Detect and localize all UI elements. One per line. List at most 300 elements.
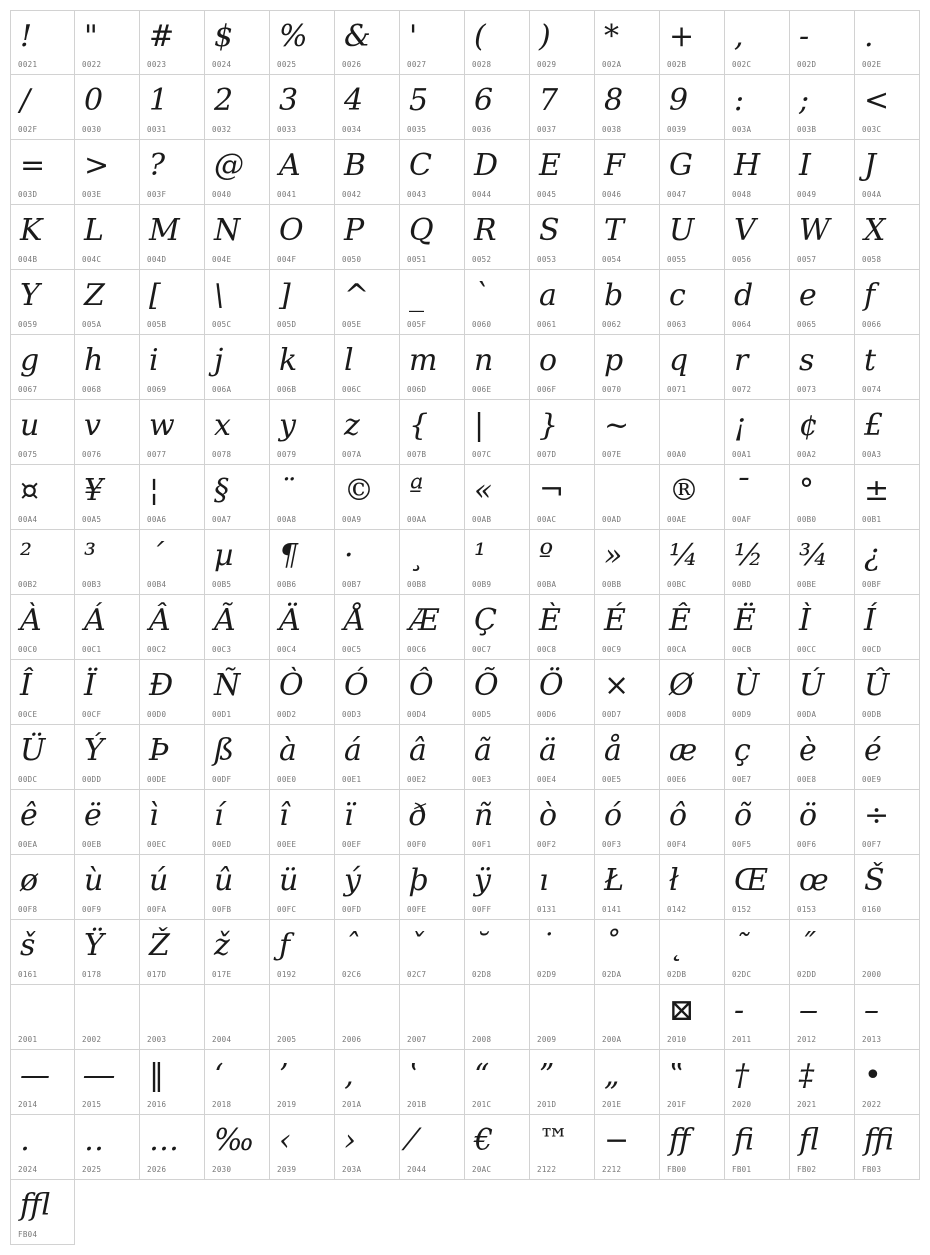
- glyph-code: 00E2: [407, 775, 427, 784]
- glyph-char: õ: [734, 798, 753, 833]
- glyph-code: 00A3: [862, 450, 882, 459]
- glyph-code: 00F1: [472, 840, 492, 849]
- glyph-char: Ô: [409, 668, 434, 703]
- glyph-cell: [270, 205, 335, 270]
- glyph-char: A: [279, 148, 301, 183]
- glyph-char: C: [409, 148, 432, 183]
- glyph-cell: [140, 595, 205, 660]
- glyph-code: 201C: [472, 1100, 492, 1109]
- glyph-char: ›: [344, 1123, 356, 1158]
- glyph-code: 0056: [732, 255, 752, 264]
- glyph-char: ˘: [474, 928, 489, 963]
- glyph-char: Ä: [279, 603, 301, 638]
- glyph-cell: [465, 270, 530, 335]
- glyph-code: 00EE: [277, 840, 297, 849]
- glyph-char: Z: [84, 278, 105, 313]
- glyph-cell: [140, 985, 205, 1050]
- glyph-cell: [725, 10, 790, 75]
- glyph-char: Ž: [149, 928, 170, 963]
- glyph-cell: [725, 985, 790, 1050]
- glyph-char: ¦: [149, 473, 160, 508]
- glyph-code: 017E: [212, 970, 232, 979]
- glyph-code: 007B: [407, 450, 427, 459]
- glyph-cell: [270, 595, 335, 660]
- glyph-char: î: [279, 798, 289, 833]
- glyph-code: 00C9: [602, 645, 622, 654]
- glyph-char: ³: [84, 538, 97, 573]
- glyph-char: ò: [539, 798, 558, 833]
- glyph-char: p: [604, 343, 624, 378]
- glyph-char: —: [20, 1058, 50, 1093]
- glyph-char: |: [474, 408, 485, 443]
- glyph-cell: [595, 790, 660, 855]
- glyph-code: 00DC: [18, 775, 38, 784]
- glyph-cell: [10, 205, 75, 270]
- glyph-cell: [530, 335, 595, 400]
- glyph-char: ½: [734, 538, 764, 573]
- glyph-code: 201A: [342, 1100, 362, 1109]
- glyph-char: k: [279, 343, 298, 378]
- glyph-code: 00E9: [862, 775, 882, 784]
- glyph-cell: [10, 270, 75, 335]
- glyph-cell: [530, 920, 595, 985]
- glyph-code: 00AB: [472, 515, 492, 524]
- glyph-char: ⁄: [409, 1123, 415, 1158]
- glyph-code: 00DB: [862, 710, 882, 719]
- glyph-code: 00F6: [797, 840, 817, 849]
- glyph-cell: [205, 595, 270, 660]
- glyph-code: 00C4: [277, 645, 297, 654]
- glyph-code: 2022: [862, 1100, 882, 1109]
- glyph-char: P: [344, 213, 365, 248]
- glyph-cell: [530, 1115, 595, 1180]
- glyph-code: 00BD: [732, 580, 752, 589]
- glyph-cell: [725, 855, 790, 920]
- glyph-code: 201F: [667, 1100, 687, 1109]
- glyph-code: 2024: [18, 1165, 38, 1174]
- glyph-char: ÿ: [474, 863, 491, 898]
- glyph-code: 02D8: [472, 970, 492, 979]
- glyph-cell: [270, 530, 335, 595]
- glyph-char: ©: [344, 473, 374, 508]
- glyph-cell: [10, 465, 75, 530]
- glyph-code: 2010: [667, 1035, 687, 1044]
- glyph-char: Y: [20, 278, 40, 313]
- glyph-code: 00BA: [537, 580, 557, 589]
- glyph-code: 2025: [82, 1165, 102, 1174]
- glyph-code: 0043: [407, 190, 427, 199]
- glyph-char: ¾: [799, 538, 829, 573]
- glyph-code: 0028: [472, 60, 492, 69]
- glyph-cell: [855, 270, 920, 335]
- glyph-char: ª: [409, 473, 424, 508]
- glyph-cell: [75, 725, 140, 790]
- glyph-cell: [400, 270, 465, 335]
- glyph-char: ×: [604, 668, 630, 703]
- glyph-cell: [465, 530, 530, 595]
- glyph-cell: [400, 140, 465, 205]
- glyph-char: y: [279, 408, 296, 443]
- glyph-char: å: [604, 733, 622, 768]
- glyph-code: 00E6: [667, 775, 687, 784]
- glyph-code: 0031: [147, 125, 167, 134]
- glyph-code: 00C3: [212, 645, 232, 654]
- glyph-cell: [595, 335, 660, 400]
- glyph-cell: [790, 335, 855, 400]
- glyph-char: ”: [539, 1058, 555, 1093]
- glyph-cell: [790, 10, 855, 75]
- glyph-cell: [400, 10, 465, 75]
- glyph-code: 0032: [212, 125, 232, 134]
- glyph-code: 0054: [602, 255, 622, 264]
- glyph-cell: [725, 400, 790, 465]
- glyph-code: 00F5: [732, 840, 752, 849]
- glyph-char: Ł: [604, 863, 625, 898]
- glyph-char: Ö: [539, 668, 564, 703]
- glyph-char: ·: [344, 538, 354, 573]
- glyph-cell: [10, 10, 75, 75]
- glyph-code: 0060: [472, 320, 492, 329]
- glyph-char: Û: [864, 668, 890, 703]
- glyph-cell: [790, 530, 855, 595]
- glyph-code: 00F0: [407, 840, 427, 849]
- glyph-char: ﬄ: [20, 1188, 50, 1223]
- glyph-char: J: [864, 148, 877, 183]
- glyph-char: ‚: [344, 1058, 354, 1093]
- glyph-cell: [75, 530, 140, 595]
- glyph-char: Q: [409, 213, 434, 248]
- glyph-char: š: [20, 928, 36, 963]
- glyph-cell: [205, 1115, 270, 1180]
- glyph-char: 3: [279, 83, 299, 118]
- glyph-code: 2005: [277, 1035, 297, 1044]
- glyph-cell: [75, 75, 140, 140]
- glyph-code: 004C: [82, 255, 102, 264]
- glyph-code: 0059: [18, 320, 38, 329]
- glyph-code: 0077: [147, 450, 167, 459]
- glyph-code: 006F: [537, 385, 557, 394]
- glyph-code: 00E3: [472, 775, 492, 784]
- glyph-cell: [595, 725, 660, 790]
- glyph-cell: [335, 790, 400, 855]
- glyph-cell: [10, 660, 75, 725]
- glyph-cell: [465, 985, 530, 1050]
- glyph-code: 201B: [407, 1100, 427, 1109]
- glyph-cell: [660, 1115, 725, 1180]
- glyph-cell: [725, 790, 790, 855]
- glyph-char: ‛: [409, 1058, 419, 1093]
- glyph-cell: [75, 660, 140, 725]
- glyph-char: F: [604, 148, 625, 183]
- glyph-char: æ: [669, 733, 698, 768]
- glyph-code: 007E: [602, 450, 622, 459]
- glyph-cell: [855, 725, 920, 790]
- glyph-cell: [270, 465, 335, 530]
- glyph-code: FB03: [862, 1165, 882, 1174]
- glyph-cell: [335, 920, 400, 985]
- glyph-cell: [140, 530, 205, 595]
- glyph-char: .: [864, 19, 874, 54]
- glyph-cell: [855, 595, 920, 660]
- glyph-char: –: [864, 993, 879, 1028]
- glyph-cell: [270, 1050, 335, 1115]
- glyph-code: 00A6: [147, 515, 167, 524]
- glyph-code: FB00: [667, 1165, 687, 1174]
- glyph-code: 00B9: [472, 580, 492, 589]
- glyph-cell: [725, 75, 790, 140]
- glyph-char: ‥: [84, 1123, 105, 1158]
- glyph-char: ¤: [20, 473, 40, 508]
- glyph-code: 00B7: [342, 580, 362, 589]
- glyph-code: 006D: [407, 385, 427, 394]
- glyph-cell: [140, 1115, 205, 1180]
- glyph-cell: [660, 465, 725, 530]
- glyph-cell: [10, 530, 75, 595]
- glyph-cell: [205, 10, 270, 75]
- glyph-cell: [335, 725, 400, 790]
- glyph-cell: [530, 660, 595, 725]
- glyph-cell: [790, 270, 855, 335]
- glyph-code: 005E: [342, 320, 362, 329]
- glyph-char: [: [149, 278, 161, 313]
- glyph-code: 02C7: [407, 970, 427, 979]
- glyph-code: 00EF: [342, 840, 362, 849]
- glyph-cell: [660, 855, 725, 920]
- glyph-char: d: [734, 278, 754, 313]
- glyph-code: 0069: [147, 385, 167, 394]
- glyph-cell: [530, 10, 595, 75]
- glyph-cell: [595, 530, 660, 595]
- glyph-char: Ç: [474, 603, 497, 638]
- glyph-code: 0025: [277, 60, 297, 69]
- glyph-char: ﬁ: [734, 1123, 755, 1158]
- glyph-cell: [660, 595, 725, 660]
- glyph-char: ¿: [864, 538, 881, 573]
- glyph-cell: [205, 465, 270, 530]
- glyph-code: 00DD: [82, 775, 102, 784]
- glyph-char: ‡: [799, 1058, 814, 1093]
- glyph-cell: [10, 920, 75, 985]
- glyph-char: >: [84, 148, 110, 183]
- glyph-code: 0035: [407, 125, 427, 134]
- glyph-char: ˚: [604, 928, 619, 963]
- glyph-char: ø: [20, 863, 39, 898]
- glyph-code: 00B8: [407, 580, 427, 589]
- glyph-cell: [270, 10, 335, 75]
- glyph-cell: [335, 985, 400, 1050]
- glyph-char: i: [149, 343, 159, 378]
- glyph-char: 4: [344, 83, 364, 118]
- glyph-cell: [855, 400, 920, 465]
- glyph-code: 00AA: [407, 515, 427, 524]
- glyph-char: ƒ: [279, 928, 291, 963]
- glyph-code: 002F: [18, 125, 38, 134]
- glyph-code: 00C6: [407, 645, 427, 654]
- glyph-char: ˙: [539, 928, 554, 963]
- glyph-char: K: [20, 213, 43, 248]
- glyph-char: ł: [669, 863, 679, 898]
- glyph-char: ﬀ: [669, 1123, 691, 1158]
- glyph-char: ™: [539, 1123, 569, 1158]
- glyph-cell: [660, 660, 725, 725]
- glyph-cell: [205, 1050, 270, 1115]
- glyph-cell: [660, 725, 725, 790]
- glyph-cell: [75, 595, 140, 660]
- glyph-cell: [75, 205, 140, 270]
- glyph-code: 00EB: [82, 840, 102, 849]
- glyph-char: †: [734, 1058, 749, 1093]
- glyph-cell: [595, 595, 660, 660]
- glyph-cell: [725, 465, 790, 530]
- glyph-cell: [400, 660, 465, 725]
- glyph-cell: [855, 465, 920, 530]
- glyph-cell: [465, 335, 530, 400]
- glyph-code: 006E: [472, 385, 492, 394]
- glyph-char: û: [214, 863, 234, 898]
- glyph-code: 2044: [407, 1165, 427, 1174]
- glyph-code: 0052: [472, 255, 492, 264]
- glyph-code: 0034: [342, 125, 362, 134]
- glyph-char: ý: [344, 863, 361, 898]
- glyph-char: Š: [864, 863, 885, 898]
- glyph-cell: [75, 855, 140, 920]
- glyph-cell: [595, 205, 660, 270]
- glyph-code: 00B1: [862, 515, 882, 524]
- glyph-code: 00F4: [667, 840, 687, 849]
- glyph-code: 00ED: [212, 840, 232, 849]
- glyph-code: 0058: [862, 255, 882, 264]
- glyph-cell: [335, 75, 400, 140]
- glyph-cell: [140, 465, 205, 530]
- glyph-cell: [75, 400, 140, 465]
- glyph-char: ë: [84, 798, 102, 833]
- glyph-cell: [140, 75, 205, 140]
- glyph-char: ï: [344, 798, 354, 833]
- glyph-char: e: [799, 278, 817, 313]
- glyph-char: Á: [84, 603, 106, 638]
- glyph-cell: [335, 10, 400, 75]
- glyph-code: 0039: [667, 125, 687, 134]
- glyph-code: 0051: [407, 255, 427, 264]
- glyph-char: °: [799, 473, 814, 508]
- glyph-char: Ë: [734, 603, 756, 638]
- glyph-code: 0152: [732, 905, 752, 914]
- glyph-cell: [790, 465, 855, 530]
- glyph-char: Ÿ: [84, 928, 104, 963]
- glyph-cell: [790, 595, 855, 660]
- glyph-cell: [10, 1115, 75, 1180]
- glyph-code: 00A7: [212, 515, 232, 524]
- glyph-code: 0066: [862, 320, 882, 329]
- glyph-cell: [790, 205, 855, 270]
- glyph-code: 003C: [862, 125, 882, 134]
- glyph-char: í: [214, 798, 224, 833]
- glyph-cell: [595, 660, 660, 725]
- glyph-code: 0062: [602, 320, 622, 329]
- glyph-code: 0064: [732, 320, 752, 329]
- glyph-cell: [790, 920, 855, 985]
- glyph-char: µ: [214, 538, 234, 573]
- glyph-char: ö: [799, 798, 818, 833]
- glyph-char: ?: [149, 148, 166, 183]
- glyph-char: s: [799, 343, 815, 378]
- glyph-char: D: [474, 148, 499, 183]
- glyph-code: 00B5: [212, 580, 232, 589]
- glyph-cell: [335, 400, 400, 465]
- glyph-char: ú: [149, 863, 169, 898]
- glyph-char: ô: [669, 798, 688, 833]
- glyph-code: 02C6: [342, 970, 362, 979]
- glyph-char: Ó: [344, 668, 369, 703]
- glyph-char: q: [669, 343, 689, 378]
- glyph-char: “: [474, 1058, 490, 1093]
- glyph-code: 002A: [602, 60, 622, 69]
- glyph-char: ": [84, 19, 98, 54]
- glyph-code: 00A2: [797, 450, 817, 459]
- glyph-cell: [725, 920, 790, 985]
- glyph-char: ˜: [734, 928, 749, 963]
- glyph-char: 8: [604, 83, 624, 118]
- glyph-code: 00B2: [18, 580, 38, 589]
- glyph-char: +: [669, 19, 695, 54]
- glyph-cell: [855, 790, 920, 855]
- glyph-code: 00A4: [18, 515, 38, 524]
- glyph-code: 00C8: [537, 645, 557, 654]
- glyph-cell: [660, 400, 725, 465]
- glyph-code: FB01: [732, 1165, 752, 1174]
- glyph-code: 0074: [862, 385, 882, 394]
- glyph-char: R: [474, 213, 497, 248]
- glyph-cell: [270, 400, 335, 465]
- glyph-char: ’: [279, 1058, 289, 1093]
- glyph-cell: [140, 335, 205, 400]
- glyph-cell: [10, 790, 75, 855]
- glyph-cell: [335, 1115, 400, 1180]
- glyph-code: 2000: [862, 970, 882, 979]
- glyph-char: ˆ: [344, 928, 359, 963]
- glyph-cell: [595, 985, 660, 1050]
- glyph-char: Æ: [409, 603, 440, 638]
- glyph-cell: [205, 140, 270, 205]
- glyph-char: N: [214, 213, 241, 248]
- glyph-cell: [75, 1050, 140, 1115]
- glyph-char: c: [669, 278, 686, 313]
- glyph-cell: [140, 725, 205, 790]
- glyph-cell: [465, 920, 530, 985]
- glyph-code: 00A1: [732, 450, 752, 459]
- glyph-cell: [725, 270, 790, 335]
- glyph-char: −: [604, 1123, 630, 1158]
- glyph-char: ð: [409, 798, 428, 833]
- glyph-code: 00D0: [147, 710, 167, 719]
- glyph-code: 0071: [667, 385, 687, 394]
- glyph-char: @: [214, 148, 244, 183]
- glyph-code: 00A0: [667, 450, 687, 459]
- glyph-char: â: [409, 733, 427, 768]
- glyph-cell: [140, 205, 205, 270]
- glyph-cell: [465, 205, 530, 270]
- glyph-char: ¢: [799, 408, 819, 443]
- glyph-char: è: [799, 733, 817, 768]
- glyph-cell: [270, 660, 335, 725]
- glyph-cell: [465, 10, 530, 75]
- glyph-code: 00D9: [732, 710, 752, 719]
- glyph-code: 002B: [667, 60, 687, 69]
- glyph-char: z: [344, 408, 360, 443]
- glyph-code: 2020: [732, 1100, 752, 1109]
- glyph-char: Ì: [799, 603, 811, 638]
- glyph-cell: [10, 75, 75, 140]
